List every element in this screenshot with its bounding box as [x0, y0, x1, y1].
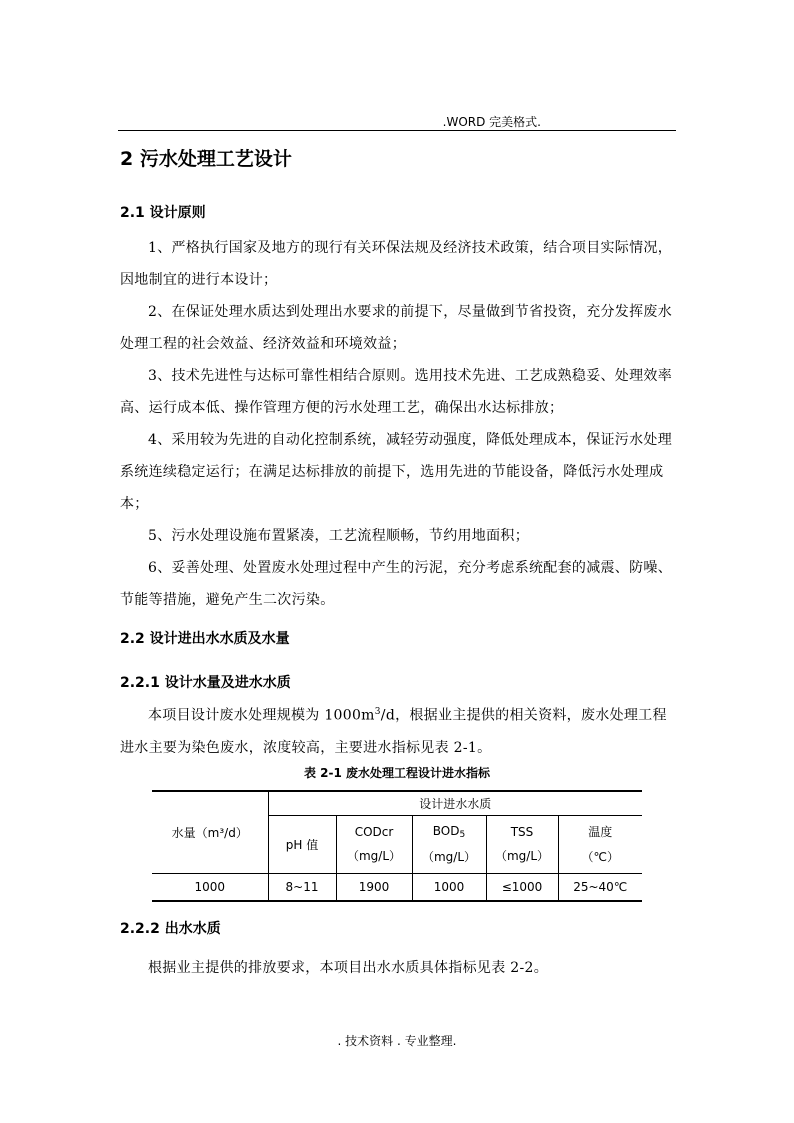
principle-paragraph-4: 4、采用较为先进的自动化控制系统，减轻劳动强度，降低处理成本，保证污水处理系统连续稳定运行；在满足达标排放的前提下，选用先进的节能设备，降低污水处理成本； [120, 432, 673, 512]
water-volume-text-b: /d，根据业主提供的相关资料，废水处理工程进水主要为染色废水，浓度较高，主要进水指标见表 2-1。 [120, 707, 667, 756]
principle-paragraph-1: 1、严格执行国家及地方的现行有关环保法规及经济技术政策，结合项目实际情况，因地制宜的进行本设计； [120, 240, 673, 288]
cell-ph: 8~11 [268, 873, 336, 901]
superscript-3: 3 [374, 707, 381, 717]
header-ph: pH 值 [268, 815, 336, 873]
principle-paragraph-5: 5、污水处理设施布置紧凑，工艺流程顺畅，节约用地面积； [148, 528, 530, 544]
header-tss-label: TSS [510, 824, 534, 839]
cell-flow: 1000 [152, 873, 268, 901]
bod-text: BOD [432, 823, 460, 838]
header-bod-label [413, 824, 486, 840]
header-temp-unit: （℃） [581, 850, 619, 864]
water-volume-paragraph [120, 696, 676, 764]
bod-subscript: 5 [459, 829, 466, 840]
page-footer: . 技术资料 . 专业整理. [337, 1034, 457, 1048]
header-tss-unit: （mg/L） [494, 848, 550, 863]
header-text: .WORD 完美格式. [442, 115, 541, 129]
header-bod [412, 815, 486, 873]
header-temp [558, 815, 642, 873]
header-tss [486, 815, 558, 873]
header-design-influent-quality: 设计进水水质 [268, 791, 642, 815]
table-caption: 表 2-1 废水处理工程设计进水指标 [303, 766, 491, 780]
principle-paragraph-3: 3、技术先进性与达标可靠性相结合原则。选用技术先进、工艺成熟稳妥、处理效率高、运行成本低、操作管理方便的污水处理工艺，确保出水达标排放； [120, 368, 673, 416]
header-bod-unit: （mg/L） [421, 849, 477, 864]
cell-tss: ≤1000 [486, 873, 558, 901]
chapter-title: 2 污水处理工艺设计 [120, 148, 292, 170]
header-cod-unit: （mg/L） [346, 848, 402, 863]
effluent-paragraph: 根据业主提供的排放要求，本项目出水水质具体指标见表 2-2。 [148, 960, 548, 976]
header-cod [336, 815, 412, 873]
section-title-2-2-1: 2.2.1 设计水量及进水水质 [120, 675, 291, 691]
header-temp-label: 温度 [588, 825, 613, 839]
water-volume-text-a: 本项目设计废水处理规模为 1000m [148, 707, 375, 724]
header-flow: 水量（m³/d） [152, 791, 268, 873]
cell-cod: 1900 [336, 873, 412, 901]
principle-paragraph-2: 2、在保证处理水质达到处理出水要求的前提下，尽量做到节省投资，充分发挥废水处理工程的社会效益、经济效益和环境效益； [120, 304, 673, 352]
section-title-2-2: 2.2 设计进出水水质及水量 [120, 631, 290, 647]
principle-paragraph-6: 6、妥善处理、处置废水处理过程中产生的污泥，充分考虑系统配套的减震、防噪、节能等措施，避免产生二次污染。 [120, 560, 673, 608]
table-row [152, 873, 642, 901]
section-title-2-1: 2.1 设计原则 [120, 205, 206, 221]
cell-temp: 25~40℃ [558, 873, 642, 901]
page-header [118, 112, 676, 131]
header-cod-label: CODcr [354, 824, 394, 839]
cell-bod: 1000 [412, 873, 486, 901]
section-title-2-2-2: 2.2.2 出水水质 [120, 921, 221, 937]
influent-quality-table [152, 790, 642, 902]
